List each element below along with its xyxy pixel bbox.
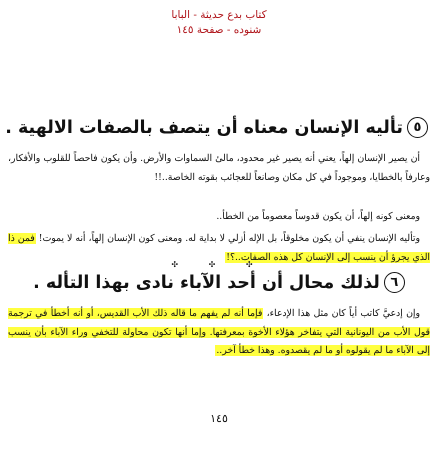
paragraph-4-lead: وإن إدعيَّ كاتب أياً كان مثل هذا الإدعاء، (266, 308, 420, 319)
section-5-number: ٥ (407, 117, 428, 138)
section-divider: ✣ ✣ ✣ (171, 260, 267, 269)
paragraph-1 (8, 150, 430, 187)
paragraph-4-highlight: فإما أنه لم يفهم ما قاله ذلك الأب القديس، أو أنه أخطأ في ترجمة قول الأب من اليونانية التي يتفاخر هؤلاء الأخوة بمعرفتها. وإما أنها تكون محاولة للتخفي وراء الآباء بأن ينسب إلى الآباء ما لم يقولوه أو ما لم يقصدوه. وهذا خطأ آخر.. (8, 308, 430, 357)
section-6-number: ٦ (384, 272, 405, 293)
paragraph-1-text: أن يصير الإنسان إلهاً، يعني أنه يصير غير محدود، مالئ السماوات والأرض. وأن يكون فاحصاً للقلوب والأفكار، وعارفاً بالخطايا، وموجوداً في كل مكان وصانعاً للعجائب بقوته الخاصة..!! (8, 153, 430, 183)
header-line-2: شنوده - صفحة ١٤٥ (176, 24, 262, 36)
section-6-title: لذلك محال أن أحد الآباء نادى بهذا التأله . (33, 273, 380, 293)
paragraph-2-text: ومعنى كونه إلهاً، أن يكون قدوساً معصوماً من الخطأ.. (216, 211, 420, 222)
section-5-title: تأليه الإنسان معناه أن يتصف بالصفات الالهية . (5, 118, 403, 138)
paragraph-2 (8, 208, 430, 227)
header-line-1: كتاب بدع حديثة - البابا (171, 9, 267, 21)
page-number: ١٤٥ (210, 412, 228, 425)
paragraph-3-text: وتأليه الإنسان ينفي أن يكون مخلوقاً، بل الإله أزلي لا بداية له. ومعنى كون الإنسان إلهاً، أنه لا يموت! (38, 233, 420, 244)
section-6-heading (10, 271, 428, 295)
section-5-heading (5, 116, 428, 140)
paragraph-3-highlight: فمن ذا الذي يجرؤ أن ينسب إلى الإنسان كل هذه الصفات..؟! (8, 233, 430, 263)
paragraph-4 (8, 305, 430, 361)
page-header (0, 8, 438, 38)
